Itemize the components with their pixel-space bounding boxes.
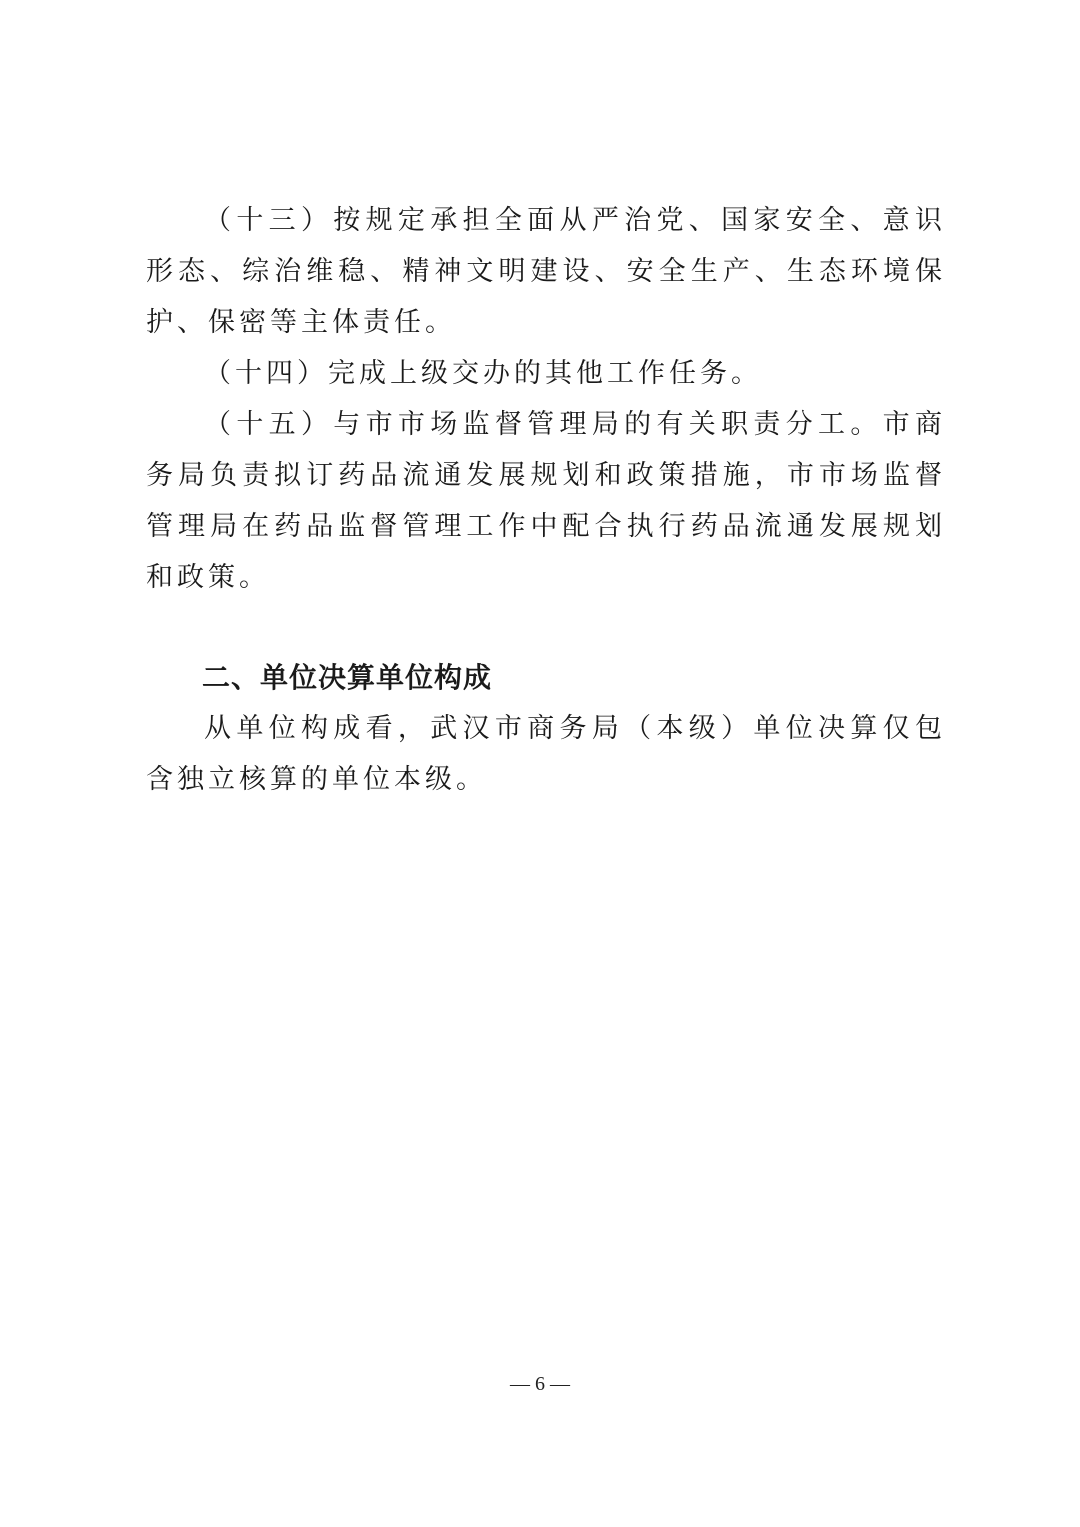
document-body bbox=[146, 195, 946, 805]
paragraph-item-13: （十三）按规定承担全面从严治党、国家安全、意识形态、综治维稳、精神文明建设、安全生产、生态环境保护、保密等主体责任。 bbox=[146, 205, 946, 338]
paragraph-item-14: （十四）完成上级交办的其他工作任务。 bbox=[204, 358, 762, 389]
paragraph-item-15: （十五）与市市场监督管理局的有关职责分工。市商务局负责拟订药品流通发展规划和政策措施，市市场监督管理局在药品监督管理工作中配合执行药品流通发展规划和政策。 bbox=[146, 409, 946, 593]
section-heading: 二、单位决算单位构成 bbox=[202, 661, 493, 694]
section-paragraph: 从单位构成看，武汉市商务局（本级）单位决算仅包含独立核算的单位本级。 bbox=[146, 713, 946, 795]
page-number: — 6 — bbox=[510, 1373, 570, 1395]
section-gap bbox=[146, 603, 946, 652]
